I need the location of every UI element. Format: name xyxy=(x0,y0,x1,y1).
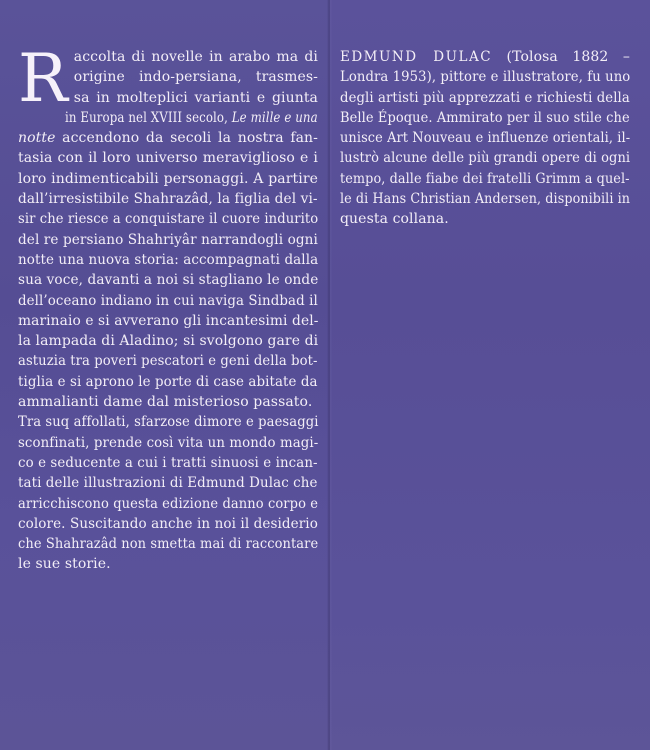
text-line: sa in molteplici varianti e giunta xyxy=(73,89,318,106)
text-line: ammalianti dame dal misterioso passato. xyxy=(18,394,313,411)
author-name: EDMUND DULAC xyxy=(340,49,493,65)
text-line: accolta di novelle in arabo ma di xyxy=(73,49,318,65)
text-line: Tra suq affollati, sfarzose dimore e paesaggi xyxy=(18,414,319,431)
text-line: dell’oceano indiano in cui naviga Sindbad il xyxy=(18,292,318,309)
text-line xyxy=(18,128,318,148)
text-line: le di Hans Christian Andersen, disponibili in xyxy=(340,191,631,208)
text-line: le sue storie. xyxy=(18,556,111,573)
text-line: tiglia e si aprono le porte di case abitate da xyxy=(18,373,318,390)
text-line: unisce Art Nouveau e influenze orientali, il- xyxy=(340,130,631,147)
text-segment: (Tolosa 1882 – xyxy=(492,49,630,65)
synopsis-text xyxy=(18,40,319,575)
text-line: del re persiano Shahriyâr narrandogli ogni xyxy=(18,231,318,248)
text-line: sua voce, davanti a noi si stagliano le onde xyxy=(18,272,319,289)
text-line: arricchiscono questa edizione danno corpo e xyxy=(18,495,319,512)
text-line: origine indo-persiana, trasmes- xyxy=(73,69,318,86)
text-segment: accendono da secoli la nostra fan- xyxy=(55,130,318,147)
book-title-part: notte xyxy=(18,130,56,147)
text-line: astuzia tra poveri pescatori e geni della bot- xyxy=(18,353,318,370)
text-line xyxy=(18,108,318,128)
text-line: la lampada di Aladino; si svolgono gare di xyxy=(18,333,319,350)
text-line: Londra 1953), pittore e illustratore, fu uno xyxy=(340,69,631,86)
text-line: tasia con il loro universo meraviglioso e i xyxy=(18,150,318,167)
text-line: Belle Époque. Ammirato per il suo stile che xyxy=(340,109,630,126)
text-line: lustrò alcune delle più grandi opere di ogni xyxy=(340,150,631,167)
text-line: loro indimenticabili personaggi. A partire xyxy=(18,170,318,187)
text-line: marinaio e si avverano gli incantesimi del- xyxy=(18,312,319,329)
text-segment: in Europa nel XVIII secolo, xyxy=(65,109,232,126)
text-line: co e seducente a cui i tratti sinuosi e incan- xyxy=(18,454,318,471)
text-line: tempo, dalle fiabe dei fratelli Grimm a quel- xyxy=(340,170,630,187)
text-line: notte una nuova storia: accompagnati dalla xyxy=(18,251,319,268)
book-title-part: Le mille e una xyxy=(231,109,318,126)
text-line: dall’irresistibile Shahrazâd, la figlia del vi- xyxy=(18,191,318,208)
text-line xyxy=(340,47,630,67)
text-line: questa collana. xyxy=(340,211,449,228)
text-line: sir che riesce a conquistare il cuore indurito xyxy=(18,211,319,228)
text-line: tati delle illustrazioni di Edmund Dulac che xyxy=(18,475,318,492)
text-line: colore. Suscitando anche in noi il desiderio xyxy=(18,515,318,532)
text-line: che Shahrazâd non smetta mai di raccontare xyxy=(18,536,319,553)
text-line: degli artisti più apprezzati e richiesti della xyxy=(340,89,630,106)
drop-cap: R xyxy=(18,40,68,117)
text-line: sconfinati, prende così vita un mondo magi- xyxy=(18,434,319,451)
author-bio-text xyxy=(340,47,630,230)
fold-seam xyxy=(327,0,332,750)
